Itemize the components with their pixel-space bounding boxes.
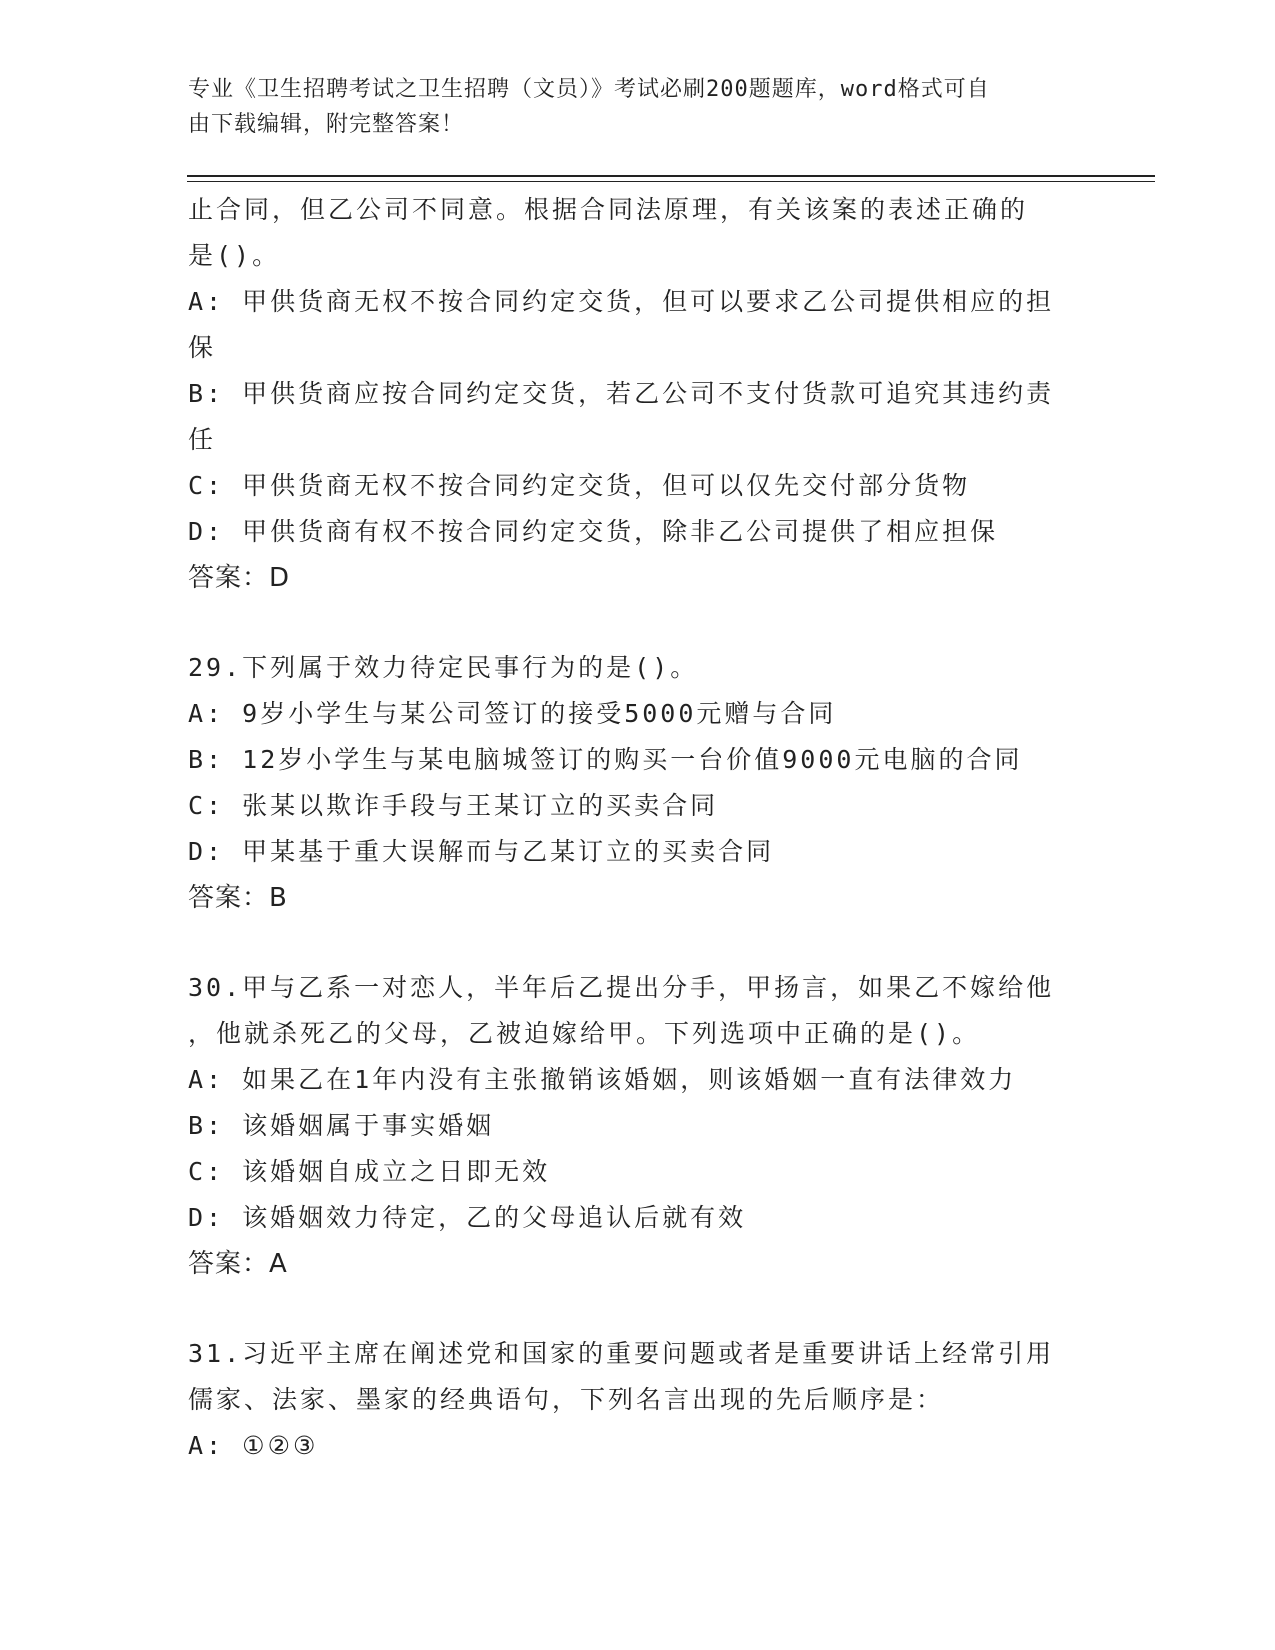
q29-answer: 答案：B — [188, 883, 288, 913]
q30-option-c: C: 该婚姻自成立之日即无效 — [188, 1157, 551, 1186]
spacer — [188, 921, 1088, 965]
header-line-1: 专业《卫生招聘考试之卫生招聘（文员）》考试必刷200题题库，word格式可自 — [188, 77, 990, 102]
question-30 — [188, 965, 1088, 1287]
question-31 — [188, 1331, 1088, 1469]
header-rule-thick — [187, 175, 1155, 177]
question-29 — [188, 645, 1088, 921]
q28-option-b-line-2: 任 — [188, 425, 217, 454]
q30-answer: 答案：A — [188, 1249, 288, 1279]
spacer — [188, 601, 1088, 645]
q31-stem-line-2: 儒家、法家、墨家的经典语句，下列名言出现的先后顺序是： — [188, 1385, 945, 1414]
header-rule-thin — [187, 181, 1155, 182]
q29-option-b: B: 12岁小学生与某电脑城签订的购买一台价值9000元电脑的合同 — [188, 745, 1023, 774]
spacer — [188, 1287, 1088, 1331]
q29-option-d: D: 甲某基于重大误解而与乙某订立的买卖合同 — [188, 837, 775, 866]
header-line-2: 由下载编辑，附完整答案！ — [188, 112, 465, 137]
q29-option-a: A: 9岁小学生与某公司签订的接受5000元赠与合同 — [188, 699, 837, 728]
q31-option-a: A: ①②③ — [188, 1431, 319, 1460]
question-28 — [188, 187, 1088, 601]
q28-option-b-line-1: B: 甲供货商应按合同约定交货，若乙公司不支付货款可追究其违约责 — [188, 379, 1055, 408]
q31-stem-line-1: 31.习近平主席在阐述党和国家的重要问题或者是重要讲话上经常引用 — [188, 1339, 1055, 1368]
q30-stem-line-1: 30.甲与乙系一对恋人，半年后乙提出分手，甲扬言，如果乙不嫁给他 — [188, 973, 1055, 1002]
q28-stem-line-1: 止合同，但乙公司不同意。根据合同法原理，有关该案的表述正确的 — [188, 195, 1029, 224]
q28-option-a-line-1: A: 甲供货商无权不按合同约定交货，但可以要求乙公司提供相应的担 — [188, 287, 1055, 316]
q28-option-c: C: 甲供货商无权不按合同约定交货，但可以仅先交付部分货物 — [188, 471, 971, 500]
q30-option-a: A: 如果乙在1年内没有主张撤销该婚姻，则该婚姻一直有法律效力 — [188, 1065, 1017, 1094]
q28-option-d: D: 甲供货商有权不按合同约定交货，除非乙公司提供了相应担保 — [188, 517, 999, 546]
q29-option-c: C: 张某以欺诈手段与王某订立的买卖合同 — [188, 791, 719, 820]
q30-option-b: B: 该婚姻属于事实婚姻 — [188, 1111, 495, 1140]
question-body — [188, 187, 1088, 1469]
page-header — [188, 72, 1068, 142]
q28-answer: 答案：D — [188, 563, 291, 593]
q28-stem-line-2: 是()。 — [188, 241, 281, 270]
q30-stem-line-2: ，他就杀死乙的父母，乙被迫嫁给甲。下列选项中正确的是()。 — [188, 1019, 981, 1048]
q28-option-a-line-2: 保 — [188, 333, 217, 362]
q30-option-d: D: 该婚姻效力待定，乙的父母追认后就有效 — [188, 1203, 747, 1232]
q29-stem: 29.下列属于效力待定民事行为的是()。 — [188, 653, 699, 682]
